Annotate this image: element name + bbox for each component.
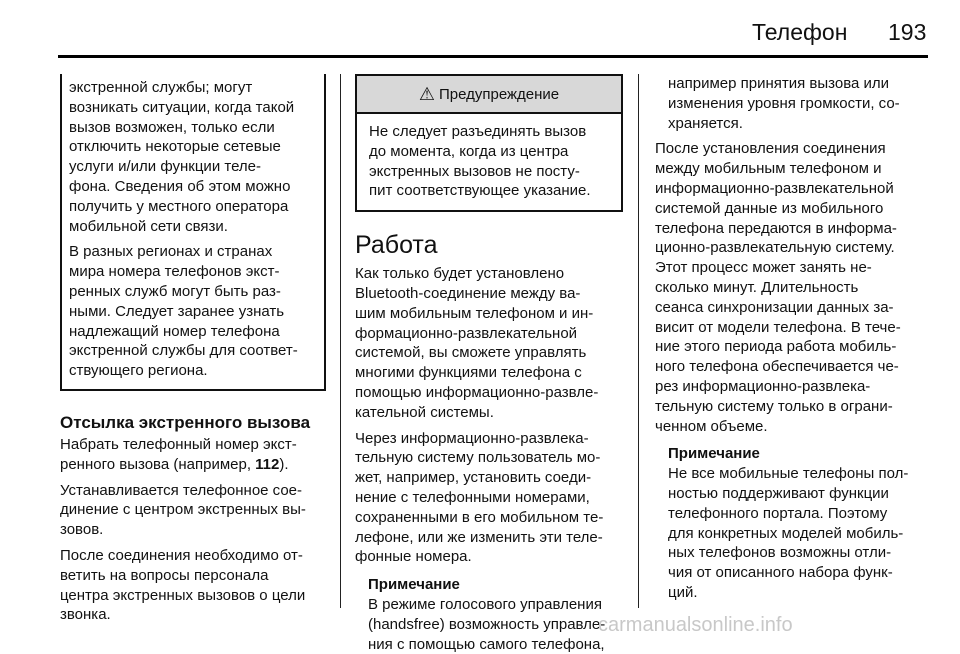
note-phone-portal xyxy=(655,444,930,602)
note-line: например принятия вызова или xyxy=(668,75,890,92)
paragraph-line: нение с телефонными номерами, xyxy=(355,488,590,506)
note-handsfree xyxy=(355,575,623,654)
paragraph-line: ного телефона обеспечивается че- xyxy=(655,358,899,376)
notice-line: В разных регионах и странах xyxy=(69,243,273,261)
paragraph-line: Через информационно-развлека- xyxy=(355,429,589,447)
note-title: Примечание xyxy=(368,576,460,594)
paragraph-line: рез информационно-развлека- xyxy=(655,377,871,395)
warning-line: экстренных вызовов не посту- xyxy=(369,162,580,180)
warning-header xyxy=(355,74,623,114)
paragraph-line: между мобильным телефоном и xyxy=(655,160,882,178)
column-right xyxy=(655,74,930,603)
paragraph-line: центра экстренных вызовов о цели xyxy=(60,586,306,604)
section-heading-emergency-call: Отсылка экстренного вызова xyxy=(60,412,311,432)
note-line: Не все мобильные телефоны пол- xyxy=(668,465,909,483)
note-line: ных телефонов возможны отли- xyxy=(668,544,892,562)
warning-line: пит соответствующее указание. xyxy=(369,182,591,200)
paragraph-line: жет, например, установить соеди- xyxy=(355,469,592,487)
note-line: (handsfree) возможность управле- xyxy=(368,615,606,633)
notice-line: услуги и/или функции теле- xyxy=(69,158,261,176)
paragraph-line: системой, вы сможете управлять xyxy=(355,344,587,362)
notice-box-continued xyxy=(60,74,326,391)
notice-line: ными. Следует заранее узнать xyxy=(69,302,285,320)
header-title: Телефон xyxy=(752,19,848,45)
page-number: 193 xyxy=(888,19,927,45)
paragraph-line: информационно-развлекательной xyxy=(655,179,894,197)
paragraph-line: фонные номера. xyxy=(355,548,472,566)
warning-line: до момента, когда из центра xyxy=(369,142,569,160)
note-continued xyxy=(655,74,930,133)
paragraph-text: ренного вызова (например, xyxy=(60,455,256,473)
note-line: чия от описанного набора функ- xyxy=(668,564,893,582)
paragraph-line: Bluetooth-соединение между ва- xyxy=(355,284,581,302)
notice-line: ренных служб могут быть раз- xyxy=(69,282,281,300)
note-line: для конкретных моделей мобиль- xyxy=(668,524,904,542)
watermark: carmanualsonline.info xyxy=(598,614,793,636)
note-title: Примечание xyxy=(668,445,760,463)
paragraph-line: сколько минут. Длительность xyxy=(655,278,859,296)
note-line: телефонного портала. Поэтому xyxy=(668,504,888,522)
notice-line: отключить некоторые сетевые xyxy=(69,138,281,156)
warning-body xyxy=(355,114,623,212)
paragraph-line: сохраненными в его мобильном те- xyxy=(355,508,604,526)
paragraph-line: лефоне, или же изменить эти теле- xyxy=(355,528,603,546)
notice-line: мобильной сети связи. xyxy=(69,217,228,235)
paragraph-line: звонка. xyxy=(60,606,111,624)
warning-line: Не следует разъединять вызов xyxy=(369,123,587,140)
paragraph-line: формационно-развлекательной xyxy=(355,324,578,342)
paragraph-line: сеанса синхронизации данных за- xyxy=(655,298,894,316)
header-rule xyxy=(58,55,928,58)
paragraph-line: тельную систему только в ограни- xyxy=(655,397,893,415)
note-line: ностью поддерживают функции xyxy=(668,484,889,502)
note-line: храняется. xyxy=(668,114,743,132)
note-line: изменения уровня громкости, со- xyxy=(668,94,900,112)
notice-line: фона. Сведения об этом можно xyxy=(69,177,291,195)
notice-line: возникать ситуации, когда такой xyxy=(69,98,295,116)
paragraph-line: Устанавливается телефонное сое- xyxy=(60,481,303,499)
emergency-number: 112 xyxy=(255,455,280,473)
column-divider xyxy=(638,74,639,608)
paragraph-line: тельную систему пользователь мо- xyxy=(355,449,601,467)
notice-line: ствующего региона. xyxy=(69,362,208,380)
note-line: ния с помощью самого телефона, xyxy=(368,635,605,653)
paragraph-line: ченном объеме. xyxy=(655,417,768,435)
column-middle xyxy=(355,74,623,654)
paragraph-line: ние этого периода работа мобиль- xyxy=(655,338,897,356)
notice-line: экстренной службы для соответ- xyxy=(69,342,298,360)
column-left xyxy=(60,74,326,625)
paragraph-line: Этот процесс может занять не- xyxy=(655,259,872,277)
paragraph-line xyxy=(60,455,326,475)
paragraph-line: телефона передаются в информа- xyxy=(655,219,897,237)
paragraph-line: Как только будет установлено xyxy=(355,265,565,283)
paragraph-line: Набрать телефонный номер экст- xyxy=(60,435,297,453)
paragraph-text: ). xyxy=(279,455,289,473)
notice-line: надлежащий номер телефона xyxy=(69,322,280,340)
note-line: В режиме голосового управления xyxy=(368,595,602,613)
paragraph-line: системой данные из мобильного xyxy=(655,199,884,217)
paragraph-line: многими функциями телефона с xyxy=(355,364,582,382)
paragraph-line: динение с центром экстренных вы- xyxy=(60,501,306,519)
warning-title: Предупреждение xyxy=(438,85,560,103)
paragraph-line: шим мобильным телефоном и ин- xyxy=(355,304,594,322)
paragraph-line: После соединения необходимо от- xyxy=(60,546,303,564)
paragraph-line: помощью информационно-развле- xyxy=(355,383,599,401)
section-heading-operation: Работа xyxy=(355,231,438,260)
paragraph-line: зовов. xyxy=(60,521,104,539)
warning-triangle-icon: ⚠ xyxy=(418,84,435,104)
paragraph-line: После установления соединения xyxy=(655,140,886,158)
column-divider xyxy=(340,74,341,608)
notice-line: мира номера телефонов экст- xyxy=(69,263,280,281)
notice-line: вызов возможен, только если xyxy=(69,118,275,136)
paragraph-line: кательной системы. xyxy=(355,403,494,421)
paragraph-line: ветить на вопросы персонала xyxy=(60,566,269,584)
paragraph-line: висит от модели телефона. В тече- xyxy=(655,318,901,336)
paragraph-line: ционно-развлекательную систему. xyxy=(655,239,895,257)
notice-line: получить у местного оператора xyxy=(69,197,289,215)
note-line: ций. xyxy=(668,583,698,601)
notice-line: экстренной службы; могут xyxy=(69,79,253,96)
